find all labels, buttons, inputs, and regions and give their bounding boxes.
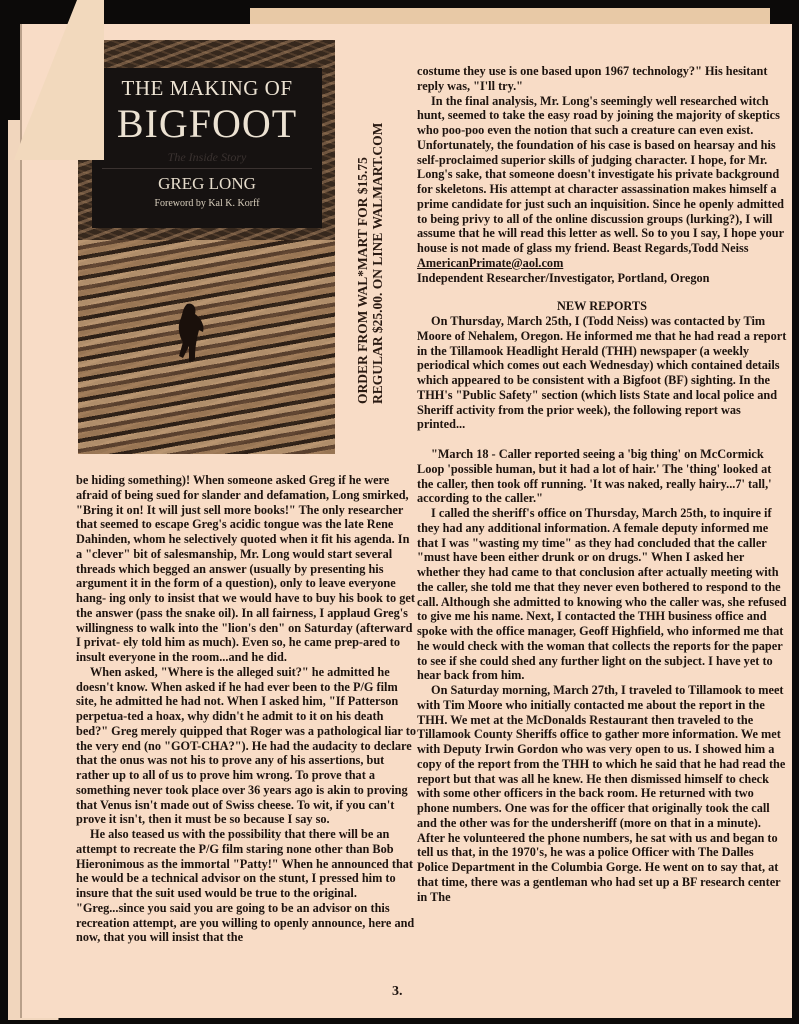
author-email-link[interactable]: AmericanPrimate@aol.com — [417, 255, 564, 270]
cover-subtitle: The Inside Story — [167, 150, 247, 164]
right-column — [417, 64, 787, 904]
left-column — [76, 473, 416, 945]
cover-title-line1: THE MAKING OF — [121, 76, 293, 100]
newsletter-page — [22, 24, 792, 1018]
final-analysis-paragraph — [417, 94, 787, 271]
cover-foreword: Foreword by Kal K. Korff — [154, 198, 260, 209]
book-cover-image — [78, 40, 335, 454]
report-intro-paragraph: On Thursday, March 25th, I (Todd Neiss) was contacted by Tim Moore of Nehalem, Oregon. He informed me that he had read a report in the Tillamook Headlight Herald (THH) newspaper (a weekly periodical which comes out each Wednesday) which contained details which appeared to be consistent with a Bigfoot (BF) sighting. In the THH's "Public Safety" section (which lists State and local police and Sheriff activity from the prior week), the following report was printed... — [417, 314, 787, 432]
cover-divider — [102, 168, 312, 169]
left-paragraph-2: When asked, "Where is the alleged suit?" he admitted he doesn't know. When asked if he had ever been to the P/G film site, he admitted he had not. When I asked him, "If Patterson perpetua-ted a hoax, why didn't he admit to it on his death bed?" Greg merely quipped that Roger was a pathological liar to the very end (no "GOT-CHA?"). He had the audacity to declare that the onus was not his to prove any of his assertions, but rather up to all of us to prove him wrong. To prove that a something never took place over 36 years ago is akin to proving that Venus isn't made out of Swiss cheese. To wit, if you can't prove it isn't, then it must be so because I say so. — [76, 664, 416, 827]
saturday-visit-paragraph: On Saturday morning, March 27th, I traveled to Tillamook to meet with Tim Moore who initially contacted me about the report in the THH. We met at the McDonalds Restaurant then traveled to the Tillamook County Sheriffs office to gather more information. We met with Deputy Irwin Gordon who was very open to us. I showed him a copy of the report from the THH to which he said that he had read the report but that was all he knew. He then dismissed himself to check with some other officers in the back room. He returned with two phone numbers. One was for the officer that originally took the call and the other was for the undersheriff (more on that in a minute). After he volunteered the phone numbers, he sat with us and began to tell us that, in the 1970's, he was a police Officer with The Dalles Police Department in the Columbia Gorge. He went on to say that, at that time, there was a gentleman who had set up a BF research center in The — [417, 683, 786, 904]
section-heading-new-reports: NEW REPORTS — [557, 299, 647, 314]
left-paragraph-1: be hiding something)! When someone asked Greg if he were afraid of being sued for slander and defamation, Long smirked, "Bring it on! It will just sell more books!" The only researcher that seemed to escape Greg's acidic tongue was the late Rene Dahinden, whom he selectively quoted when it fit his agenda. In a "clever" bit of salesmanship, Mr. Long would start several threads which begged an answer (usually by presenting his argument it in the form of a question), only to leave everyone hang- ing only to insist that we would have to buy his book to get the answer (pass the snake oil). In all fairness, I applaud Greg's willingness to walk into the "lion's den" on Saturday (afterward I privat- ely told him as much). Even so, he came prep-ared to insult everyone in the room...and he did. — [76, 473, 415, 664]
cover-author: GREG LONG — [158, 174, 256, 193]
final-analysis-text: In the final analysis, Mr. Long's seemingly well researched witch hunt, seemed to take the easy road by joining the majority of skeptics who poo-poo even the notion that such a creature can even exist. Unfortunately, the foundation of his case is based on hearsay and his self-proclaimed superior skills of judging character. I hope, for Mr. Long's sake, that someone doesn't investigate his private background for skeletons. His attempt at character assassination makes himself a prime candidate for just such an inquisition. Since he openly admitted to being privy to all of the online discussion groups (lurking?), I will assume that he will read this letter as well. So to you I say, I hope your house is not made of glass my friend. Beast Regards,Todd Neiss — [417, 93, 785, 255]
left-paragraph-3: He also teased us with the possibility that there will be an attempt to recreate the P/G film staring none other than Bob Hieronimous as the immortal "Patty!" When he announced that he would be a technical advisor on the stunt, I pressed him to insure that the suit used would be true to the original. "Greg...since you said you are going to be an advisor on this recreation attempt, are you willing to openly announce, here and now, that you will insist that the — [76, 827, 415, 945]
cover-title-line2: BIGFOOT — [116, 101, 298, 146]
sheriff-call-paragraph: I called the sheriff's office on Thursday, March 25th, to inquire if they had any additional information. A female deputy informed me that I was "wasting my time" as they had concluded that the caller "must have been either drunk or on drugs." When I asked her whether they had came to that conclusion after actually meeting with the caller, she told me that they never even bothered to respond to the call. Although she admitted to knowing who the caller was, she refused to give me his name. Next, I contacted the THH business office and spoke with the office manager, Geoff Highfield, who informed me that he would check with the woman that collects the reports for the paper to see if she could shed any further light on the subject. I have yet to hear back from him. — [417, 506, 787, 683]
page-number: 3. — [392, 984, 403, 999]
order-note — [355, 74, 385, 404]
cover-title-panel — [92, 68, 322, 228]
right-intro: costume they use is one based upon 1967 technology?" His hesitant reply was, "I'll try." — [417, 64, 768, 93]
author-signature: Independent Researcher/Investigator, Portland, Oregon — [417, 270, 710, 285]
police-report-quote: "March 18 - Caller reported seeing a 'big thing' on McCormick Loop 'possible human, but it had a lot of hair.' The 'thing' looked at the caller, then took off running. 'It was naked, really hairy...7' tall,' according to the caller." — [417, 447, 772, 506]
order-note-line1: ORDER FROM WAL*MART FOR $15.75 — [355, 157, 370, 404]
paragraph-gap — [417, 432, 787, 447]
order-note-line2: REGULAR $25.00. ON LINE WALMART.COM — [370, 122, 385, 404]
bigfoot-figure-icon — [173, 302, 207, 364]
